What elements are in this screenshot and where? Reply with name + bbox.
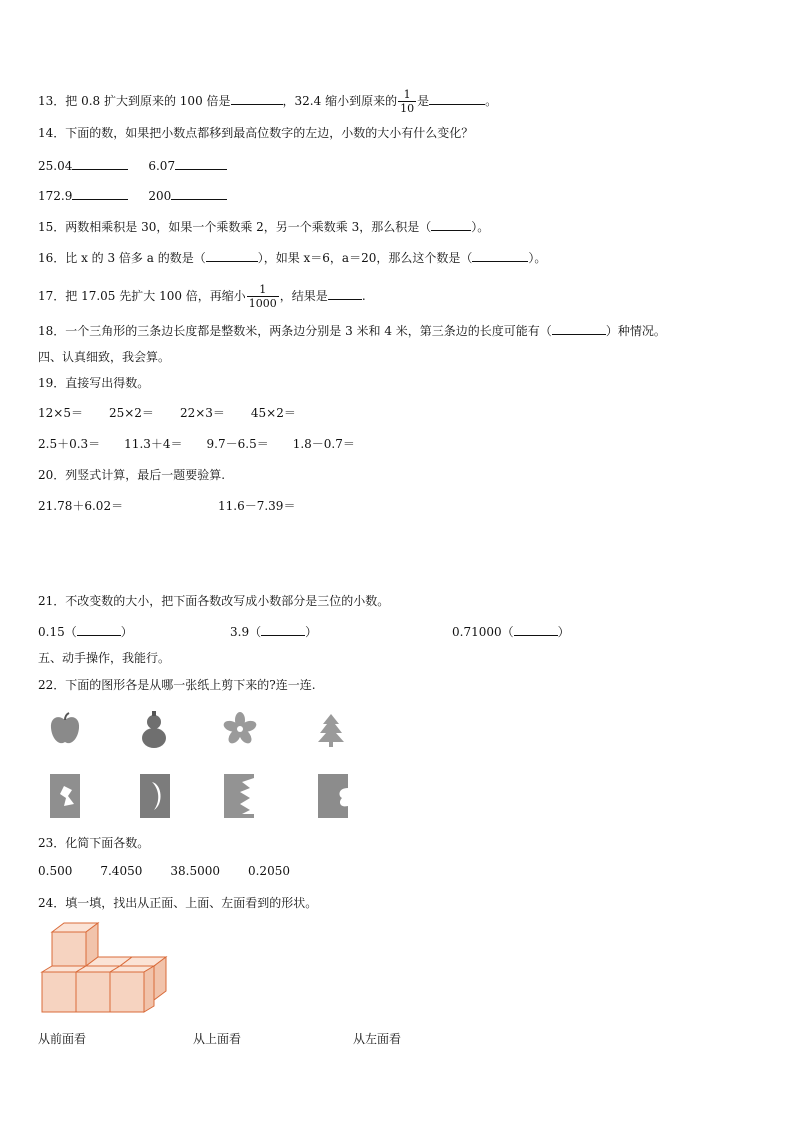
q13-fraction-den: 10 (400, 102, 415, 115)
q18-blank[interactable] (552, 322, 606, 335)
q17-fraction-den: 1000 (248, 297, 277, 310)
q21-blank-1[interactable] (77, 623, 121, 636)
view-front-label: 从前面看 (38, 1032, 87, 1046)
q13-text-a: 13．把 0.8 扩大到原来的 100 倍是 (38, 94, 231, 108)
question-19: 19．直接写出得数。 (38, 376, 150, 390)
q21-blank-3[interactable] (514, 623, 558, 636)
q13-text-b: ，32.4 缩小到原来的 (282, 94, 398, 108)
q21-close-2: ） (305, 625, 318, 639)
q16-blank-1[interactable] (206, 249, 258, 262)
question-22: 22．下面的图形各是从哪一张纸上剪下来的?连一连. (38, 678, 316, 692)
q14-number-1: 25.04 (38, 159, 73, 173)
section-5-heading: 五、动手操作，我能行。 (38, 651, 171, 665)
q19-expr-8: 1.8－0.7＝ (292, 437, 355, 451)
flower-icon[interactable] (222, 712, 258, 746)
q17-text-a: 17．把 17.05 先扩大 100 倍，再缩小 (38, 289, 246, 303)
q13-text-d: 。 (485, 94, 498, 108)
question-14: 14．下面的数，如果把小数点都移到最高位数字的左边，小数的大小有什么变化？ (38, 126, 474, 140)
q15-blank[interactable] (431, 218, 471, 231)
q21-number-1: 0.15（ (38, 625, 77, 639)
q21-item-3 (452, 623, 570, 641)
paper-piece-2[interactable] (140, 774, 170, 818)
q15-text: 15．两数相乘积是 30，如果一个乘数乘 2，另一个乘数乘 3，那么积是（ (38, 220, 432, 234)
q17-text-c: . (361, 289, 366, 303)
q20-expr-1: 21.78＋6.02＝ (38, 499, 124, 513)
question-18 (38, 322, 666, 340)
q13-fraction (398, 88, 416, 115)
q19-expr-7: 9.7－6.5＝ (206, 437, 269, 451)
q13-fraction-num: 1 (398, 88, 416, 102)
q19-row-1 (38, 404, 296, 422)
question-20: 20．列竖式计算，最后一题要验算. (38, 468, 226, 482)
q23-number-3: 38.5000 (170, 864, 220, 878)
q17-blank[interactable] (328, 287, 362, 300)
q21-item-1 (38, 623, 133, 641)
q21-close-1: ） (120, 625, 133, 639)
q14-blank-4[interactable] (171, 187, 227, 200)
q14-number-4: 200 (148, 189, 172, 203)
q21-close-3: ） (557, 625, 570, 639)
q13-blank-1[interactable] (231, 92, 283, 105)
q23-number-4: 0.2050 (247, 864, 290, 878)
question-16 (38, 249, 546, 267)
question-15 (38, 218, 489, 236)
q18-text-a: 18．一个三角形的三条边长度都是整数米，两条边分别是 3 米和 4 米，第三条边的长度可能有（ (38, 324, 552, 338)
q19-expr-4: 45×2＝ (250, 406, 296, 420)
q19-row-2 (38, 435, 355, 453)
q20-expr-2: 11.6－7.39＝ (218, 499, 296, 513)
question-24: 24．填一填，找出从正面、上面、左面看到的形状。 (38, 896, 318, 910)
q23-number-1: 0.500 (38, 864, 73, 878)
paper-piece-1[interactable] (50, 774, 80, 818)
q14-row-2 (38, 187, 227, 205)
q17-fraction-num: 1 (247, 283, 279, 297)
q18-text-b: ）种情况。 (605, 324, 666, 338)
q19-expr-1: 12×5＝ (38, 406, 83, 420)
paper-piece-4[interactable] (318, 774, 348, 818)
q14-number-2: 6.07 (148, 159, 176, 173)
q13-text-c: 是 (417, 94, 430, 108)
q23-number-2: 7.4050 (100, 864, 143, 878)
q19-expr-6: 11.3＋4＝ (124, 437, 183, 451)
paper-piece-3[interactable] (224, 774, 254, 818)
section-4-heading: 四、认真细致，我会算。 (38, 350, 171, 364)
q19-expr-5: 2.5＋0.3＝ (38, 437, 101, 451)
q23-numbers (38, 862, 290, 880)
q19-expr-3: 22×3＝ (179, 406, 225, 420)
q15-end: ）。 (471, 220, 490, 234)
view-left-label: 从左面看 (353, 1032, 402, 1046)
q19-expr-2: 25×2＝ (108, 406, 154, 420)
apple-icon[interactable] (48, 712, 82, 748)
question-13 (38, 88, 497, 115)
q16-text-a: 16．比 x 的 3 倍多 a 的数是（ (38, 251, 206, 265)
question-23: 23．化简下面各数。 (38, 836, 150, 850)
q17-text-b: ，结果是 (279, 289, 328, 303)
q14-number-3: 172.9 (38, 189, 73, 203)
gourd-icon[interactable] (138, 710, 170, 750)
view-top-label: 从上面看 (193, 1032, 242, 1046)
q16-blank-2[interactable] (472, 249, 528, 262)
q17-fraction (247, 283, 279, 310)
cube-stack-figure (40, 920, 175, 1020)
q14-row-1 (38, 157, 227, 175)
q14-blank-1[interactable] (72, 157, 128, 170)
tree-icon[interactable] (316, 712, 346, 748)
q16-text-c: ）。 (528, 251, 547, 265)
q21-number-3: 0.71000（ (452, 625, 514, 639)
question-17 (38, 283, 366, 310)
q14-blank-3[interactable] (72, 187, 128, 200)
q21-item-2 (230, 623, 317, 641)
q14-blank-2[interactable] (175, 157, 227, 170)
q13-blank-2[interactable] (429, 92, 485, 105)
q21-blank-2[interactable] (261, 623, 305, 636)
q16-text-b: ），如果 x＝6，a＝20，那么这个数是（ (257, 251, 473, 265)
question-21: 21．不改变数的大小，把下面各数改写成小数部分是三位的小数。 (38, 594, 390, 608)
q21-number-2: 3.9（ (230, 625, 262, 639)
